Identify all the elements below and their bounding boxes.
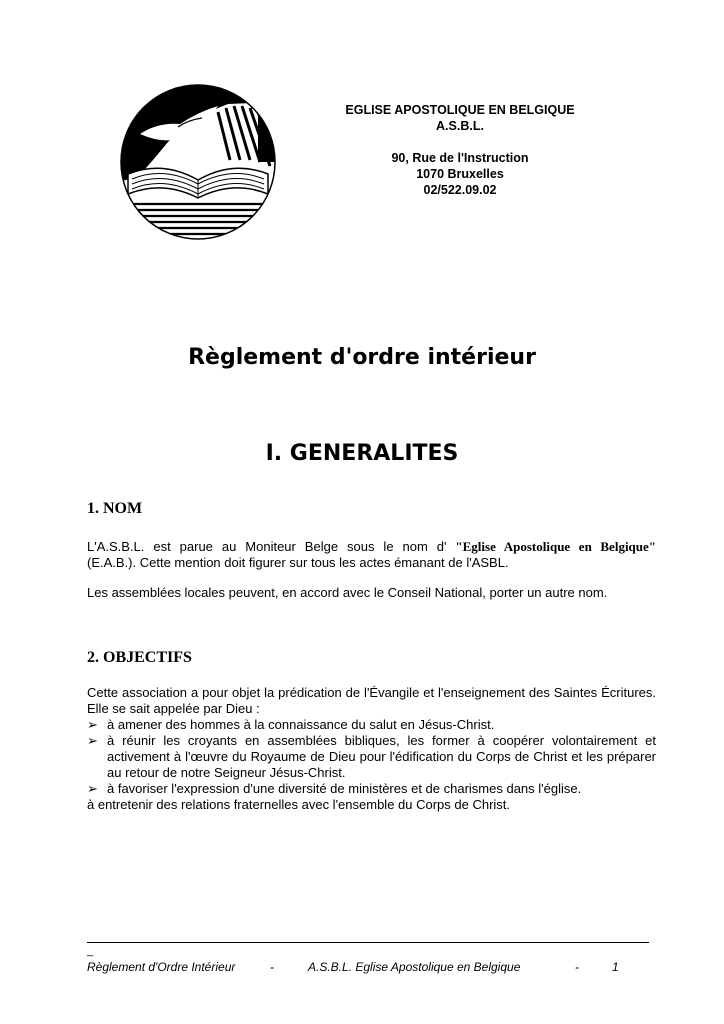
footer-page-number: 1 (612, 960, 619, 974)
objectifs-list (87, 717, 656, 797)
list-item-text: à favoriser l'expression d'une diversité de ministères et de charismes dans l'église. (107, 781, 582, 796)
footer-document-name: Règlement d'Ordre Intérieur (87, 960, 236, 974)
section-nom-paragraph-1 (87, 539, 656, 571)
arrow-bullet-icon: ➢ (87, 781, 98, 796)
address-city: 1070 Bruxelles (416, 167, 504, 181)
objectifs-intro: Cette association a pour objet la prédication de l'Évangile et l'enseignement des Saintes Écritures. Elle se sait appelée par Dieu : (87, 685, 656, 716)
org-type: A.S.B.L. (436, 119, 484, 133)
footer-dash: _ (87, 945, 94, 957)
paragraph-line: (E.A.B.). Cette mention doit figurer sur tous les actes émanant de l'ASBL. (87, 555, 509, 570)
church-logo (118, 82, 278, 242)
section-nom-paragraph-2: Les assemblées locales peuvent, en accord avec le Conseil National, porter un autre nom. (87, 585, 608, 600)
list-item-text: à réunir les croyants en assemblées bibliques, les former à coopérer volontairement et activement à l'œuvre du Royaume de Dieu pour l'édification du Corps de Christ et les préparer au retour de notre Seigneur Jésus-Christ. (107, 733, 656, 780)
footer-divider (87, 942, 649, 943)
text-span: L'A.S.B.L. est parue au Moniteur Belge sous le nom d' (87, 539, 456, 554)
open-bible-dove-logo-icon (118, 82, 278, 242)
paragraph-line (87, 539, 656, 555)
footer-organisation: A.S.B.L. Eglise Apostolique en Belgique (308, 960, 521, 974)
list-item (87, 781, 656, 797)
address-street: 90, Rue de l'Instruction (391, 151, 529, 165)
footer-separator: - (270, 960, 274, 974)
chapter-heading: I. GENERALITES (265, 441, 459, 466)
section-heading-objectifs: 2. OBJECTIFS (87, 649, 192, 666)
section-objectifs-body (87, 685, 656, 813)
list-item (87, 717, 656, 733)
document-title: Règlement d'ordre intérieur (188, 345, 536, 370)
org-name: EGLISE APOSTOLIQUE EN BELGIQUE (345, 103, 575, 117)
arrow-bullet-icon: ➢ (87, 717, 98, 732)
footer-separator: - (575, 960, 579, 974)
list-item-text: à amener des hommes à la connaissance du salut en Jésus-Christ. (107, 717, 495, 732)
phone-number: 02/522.09.02 (423, 183, 497, 197)
section-heading-nom: 1. NOM (87, 500, 143, 517)
list-item (87, 733, 656, 781)
objectifs-closing: à entretenir des relations fraternelles avec l'ensemble du Corps de Christ. (87, 797, 511, 812)
association-name: "Eglise Apostolique en Belgique" (455, 539, 656, 554)
arrow-bullet-icon: ➢ (87, 733, 98, 748)
